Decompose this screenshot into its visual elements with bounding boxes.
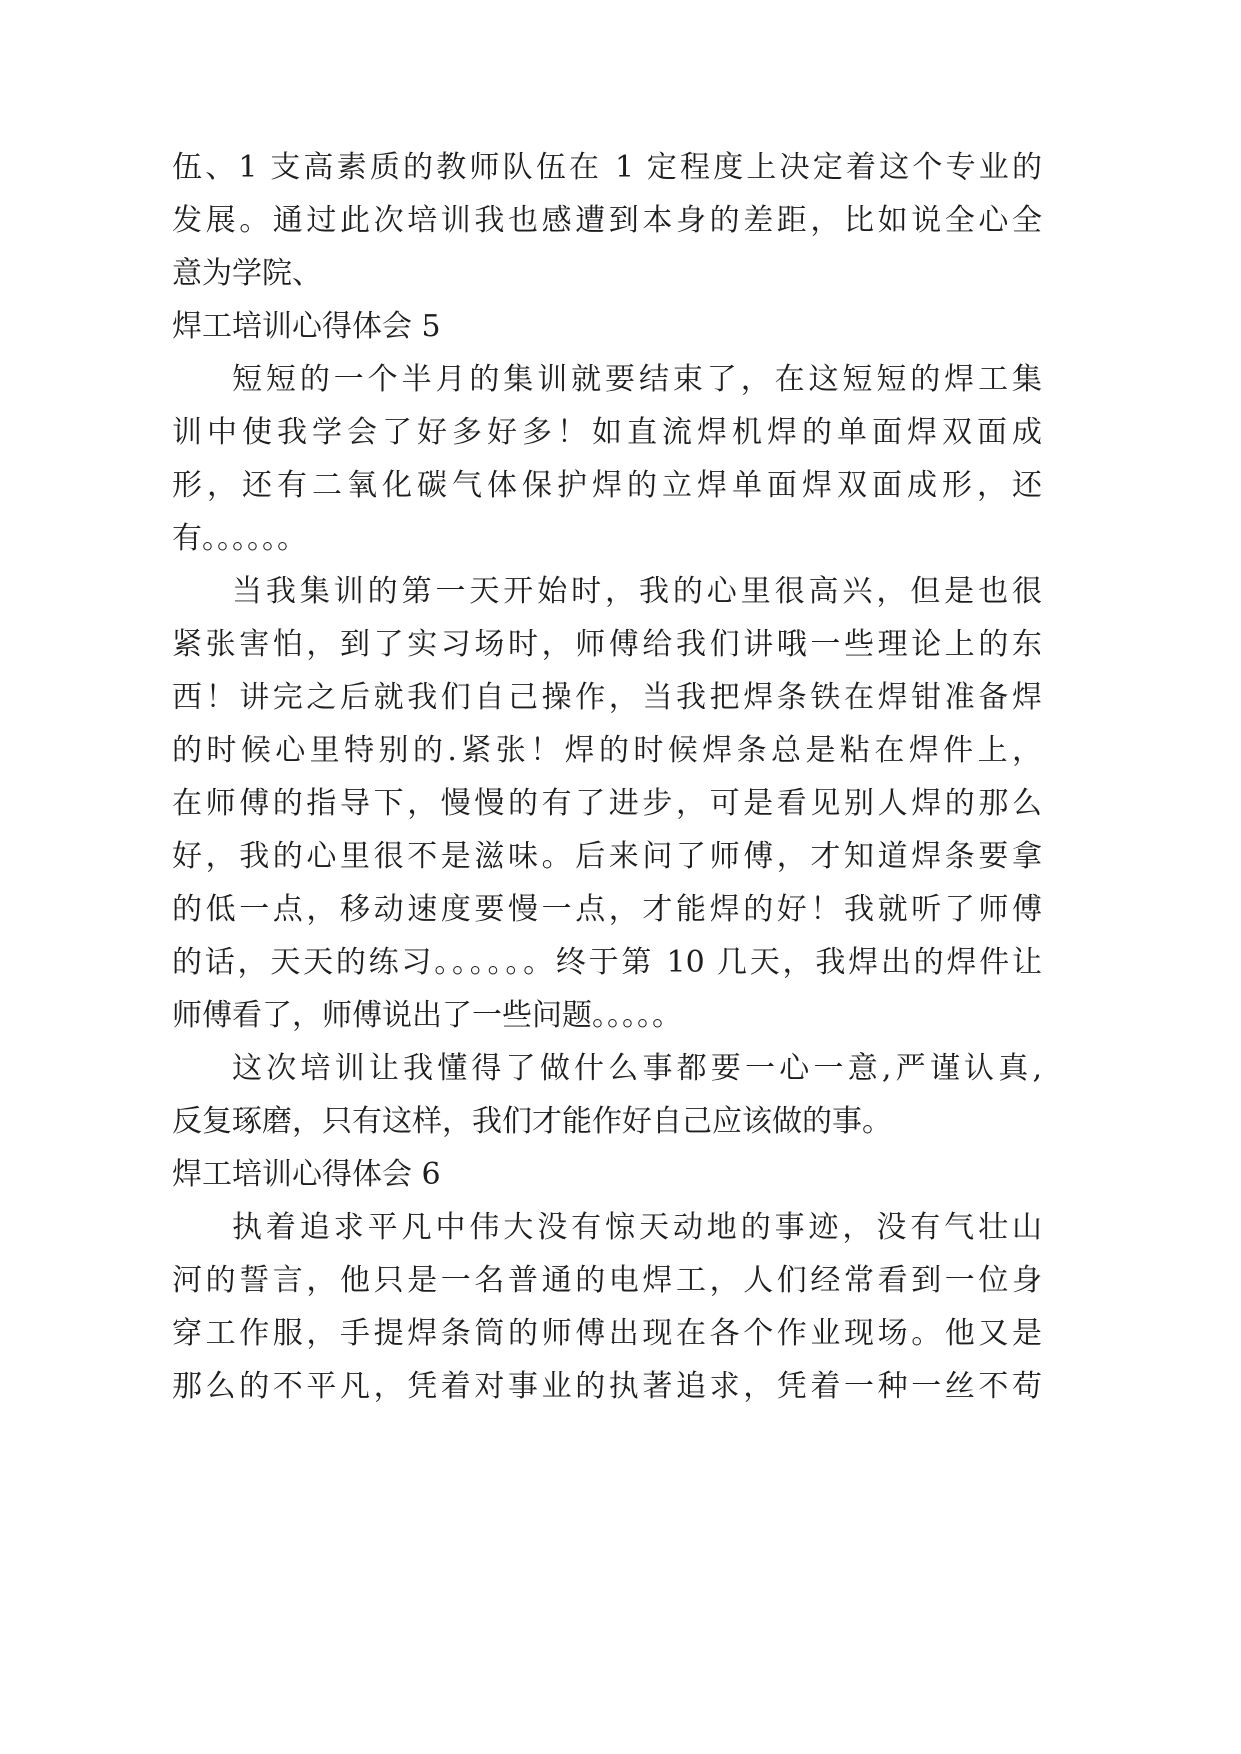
paragraph xyxy=(172,565,1042,1042)
paragraph-line: 那么的不平凡，凭着对事业的执著追求，凭着一种一丝不苟 xyxy=(172,1369,1042,1404)
paragraph-line: 发展。通过此次培训我也感遭到本身的差距，比如说全心全 xyxy=(172,203,1042,238)
paragraph-line: 当我集训的第一天开始时，我的心里很高兴，但是也很 xyxy=(232,574,1042,609)
paragraph-line: 伍、1 支高素质的教师队伍在 1 定程度上决定着这个专业的 xyxy=(172,150,1042,185)
paragraph-line: 短短的一个半月的集训就要结束了，在这短短的焊工集 xyxy=(232,362,1042,397)
paragraph-line: 紧张害怕，到了实习场时，师傅给我们讲哦一些理论上的东 xyxy=(172,627,1042,662)
paragraph-line: 的时候心里特别的.紧张！焊的时候焊条总是粘在焊件上， xyxy=(172,733,1042,768)
paragraph-line: 意为学院、 xyxy=(172,256,322,291)
paragraph-line: 在师傅的指导下，慢慢的有了进步，可是看见别人焊的那么 xyxy=(172,786,1042,821)
paragraph-line: 师傅看了，师傅说出了一些问题。。。。。 xyxy=(172,998,682,1033)
paragraph-line: 形，还有二氧化碳气体保护焊的立焊单面焊双面成形，还 xyxy=(172,468,1042,503)
paragraph-line: 西！讲完之后就我们自己操作，当我把焊条铁在焊钳准备焊 xyxy=(172,680,1042,715)
section-heading: 焊工培训心得体会 5 xyxy=(172,309,441,344)
paragraph-line: 好，我的心里很不是滋味。后来问了师傅，才知道焊条要拿 xyxy=(172,839,1042,874)
paragraph-line: 执着追求平凡中伟大没有惊天动地的事迹，没有气壮山 xyxy=(232,1210,1042,1245)
paragraph xyxy=(172,141,1042,300)
paragraph-line: 河的誓言，他只是一名普通的电焊工，人们经常看到一位身 xyxy=(172,1263,1042,1298)
document-body xyxy=(172,141,1042,1413)
paragraph-line: 穿工作服，手提焊条筒的师傅出现在各个作业现场。他又是 xyxy=(172,1316,1042,1351)
paragraph-line: 反复琢磨，只有这样，我们才能作好自己应该做的事。 xyxy=(172,1104,892,1139)
paragraph-line: 有。。。。。。 xyxy=(172,521,307,556)
paragraph-line: 训中使我学会了好多好多！如直流焊机焊的单面焊双面成 xyxy=(172,415,1042,450)
paragraph xyxy=(172,353,1042,565)
section-heading: 焊工培训心得体会 6 xyxy=(172,1157,441,1192)
paragraph-line: 这次培训让我懂得了做什么事都要一心一意,严谨认真, xyxy=(232,1051,1042,1086)
paragraph xyxy=(172,1042,1042,1148)
paragraph-line: 的低一点，移动速度要慢一点，才能焊的好！我就听了师傅 xyxy=(172,892,1042,927)
paragraph-line: 的话，天天的练习。。。。。。终于第 10 几天，我焊出的焊件让 xyxy=(172,945,1042,980)
paragraph xyxy=(172,1201,1042,1413)
